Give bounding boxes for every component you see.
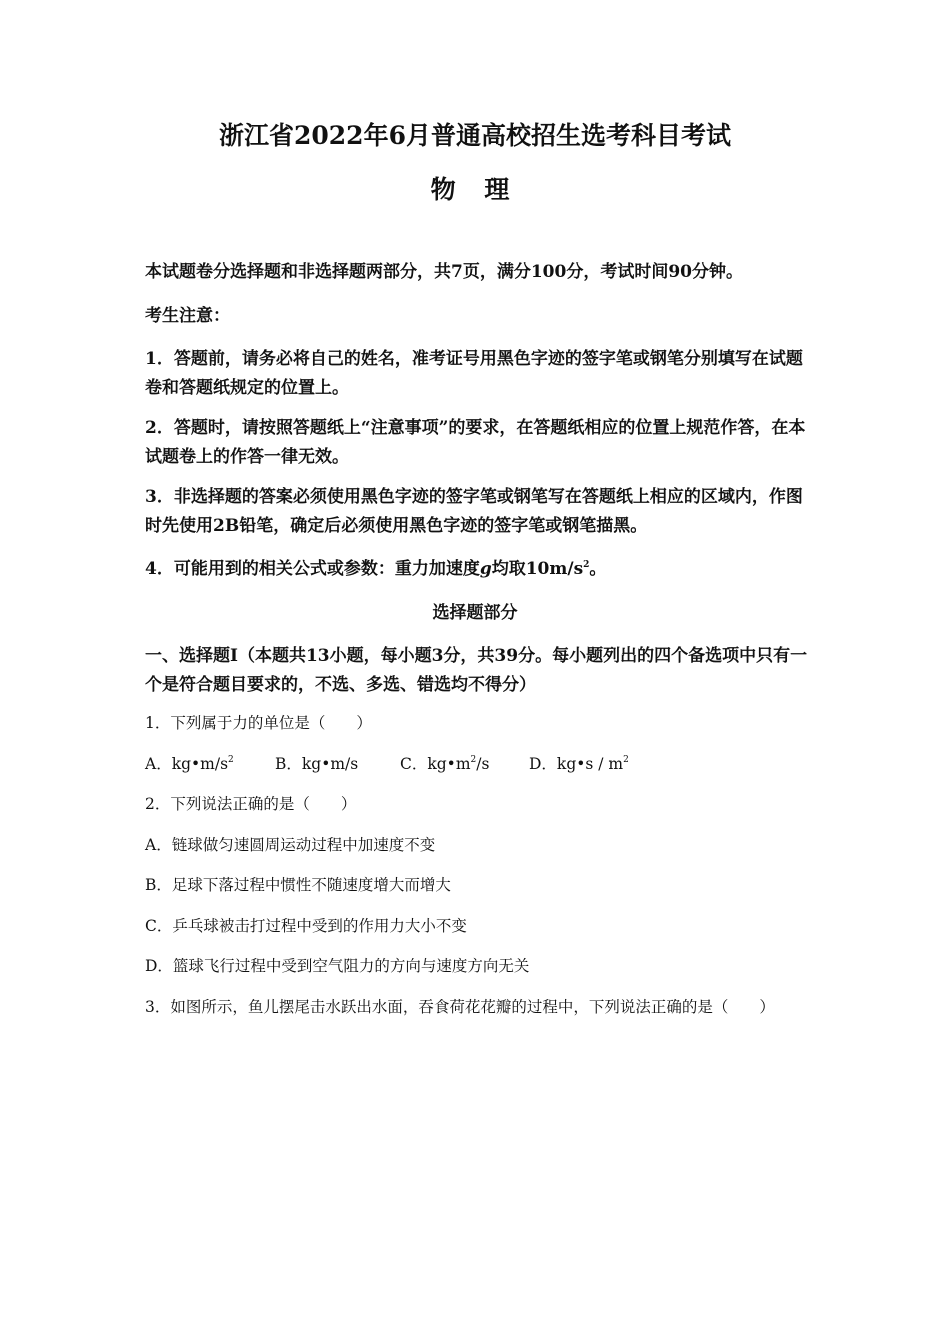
q1-option-b: B．kg•m/s xyxy=(275,755,359,773)
notice-heading: 考生注意： xyxy=(145,306,230,326)
notice-item-3: 3．非选择题的答案必须使用黑色字迹的签字笔或钢笔写在答题纸上相应的区域内，作图时先使用2B铅笔，确定后必须使用黑色字迹的签字笔或钢笔描黑。 xyxy=(145,487,803,536)
notice-item-2: 2．答题时，请按照答题纸上“注意事项”的要求，在答题纸相应的位置上规范作答，在本试题卷上的作答一律无效。 xyxy=(145,418,806,467)
section-title: 选择题部分 xyxy=(432,603,518,623)
question-1-stem: 1．下列属于力的单位是（ ） xyxy=(145,714,372,732)
notice-item-1: 1．答题前，请务必将自己的姓名，准考证号用黑色字迹的签字笔或钢笔分别填写在试题卷和答题纸规定的位置上。 xyxy=(145,349,803,398)
q1-option-a: A．$kg•m/s^2$ xyxy=(145,755,234,773)
section-heading: 一、选择题Ⅰ（本题共13小题，每小题3分，共39分。每小题列出的四个备选项中只有一个是符合题目要求的，不选、多选、错选均不得分） xyxy=(145,646,808,695)
question-1-options xyxy=(145,750,810,778)
q2-option-b: B．足球下落过程中惯性不随速度增大而增大 xyxy=(145,876,451,894)
q2-option-d: D．篮球飞行过程中受到空气阻力的方向与速度方向无关 xyxy=(145,957,530,975)
q2-option-a: A．链球做匀速圆周运动过程中加速度不变 xyxy=(145,836,436,854)
q2-option-c: C．乒乓球被击打过程中受到的作用力大小不变 xyxy=(145,917,467,935)
gravity-symbol: g xyxy=(479,559,492,579)
exam-subject: 物 理 xyxy=(430,175,520,204)
notice-item-4: 4．可能用到的相关公式或参数：重力加速度g均取$10m/s^2$。 xyxy=(145,559,607,579)
question-3-stem: 3．如图所示，鱼儿摆尾击水跃出水面，吞食荷花花瓣的过程中，下列说法正确的是（ ） xyxy=(145,998,775,1016)
q1-option-c: C．$kg•m^2/s$ xyxy=(400,755,490,773)
q1-option-d: D．kg•s / $m^2$ xyxy=(529,755,629,773)
exam-intro: 本试题卷分选择题和非选择题两部分，共7页，满分100分，考试时间90分钟。 xyxy=(145,262,743,282)
question-2-stem: 2．下列说法正确的是（ ） xyxy=(145,795,357,813)
exam-title: 浙江省2022年6月普通高校招生选考科目考试 xyxy=(219,121,731,150)
